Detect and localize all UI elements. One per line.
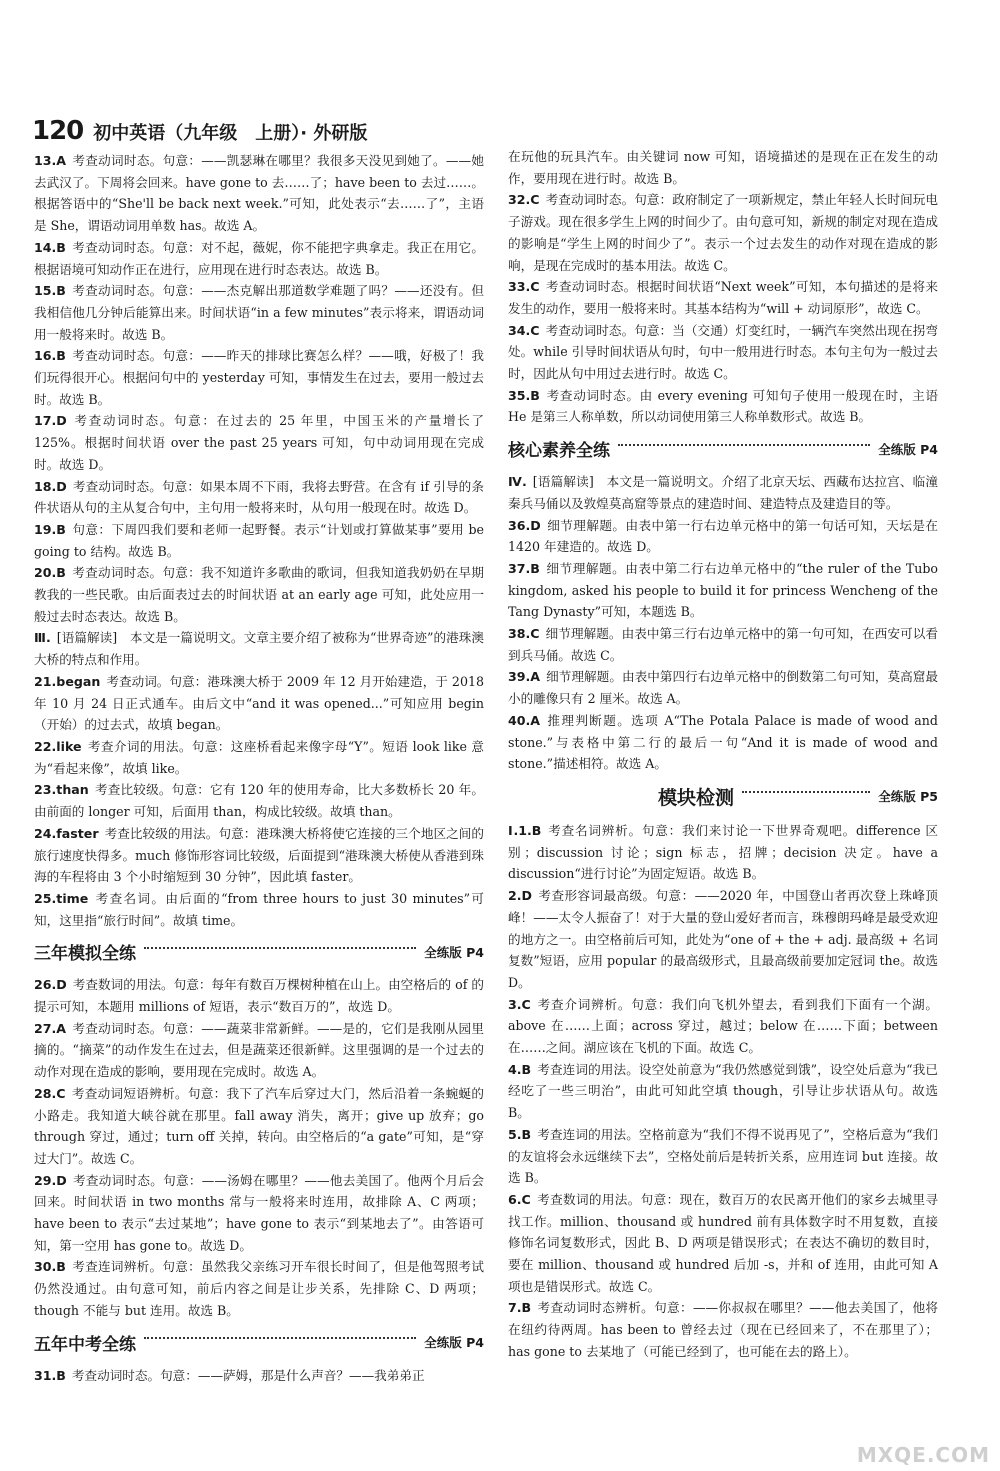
question-number: 25.time xyxy=(34,890,89,906)
answer-entry xyxy=(34,779,484,822)
answer-entry xyxy=(34,736,484,779)
explanation-text: 考查连词的用法。空格前意为“我们不得不说再见了”，空格后意为“我们的友谊将会永远继续下去”，空格处前后是转折关系，应用连词 but 连接。故选 B。 xyxy=(508,1126,938,1186)
answer-entry xyxy=(34,1018,484,1083)
question-number: 7.B xyxy=(508,1300,532,1316)
section-ref: 全练版 P5 xyxy=(878,789,938,805)
explanation-text: 考查名词。由后面的“from three hours to just 30 minutes”可知，这里指“旅行时间”。故填 time。 xyxy=(34,890,484,928)
question-number: 5.B xyxy=(508,1126,532,1142)
explanation-text: 细节理解题。由表中第四行右边单元格中的倒数第二句可知，莫高窟最小的雕像只有 2 厘米。故选 A。 xyxy=(508,669,938,707)
explanation-text: 考查动词时态。句意：在过去的 25 年里，中国玉米的产量增长了 125%。根据时间状语 over the past 25 years 可知，句中动词用现在完成时。故选 D。 xyxy=(34,413,484,472)
watermark: MXQE.COM xyxy=(856,1443,990,1467)
explanation-text: 考查动词时态。句意：——昨天的排球比赛怎么样？——哦，好极了！我们玩得很开心。根据问句中的 yesterday 可知，事情发生在过去，要用一般过去时。故选 B。 xyxy=(34,348,484,407)
question-number: 29.D xyxy=(34,1172,67,1188)
section-title: 核心素养全练 xyxy=(508,441,610,462)
question-number: 4.B xyxy=(508,1061,532,1077)
question-number: 15.B xyxy=(34,283,66,299)
answer-entry xyxy=(508,189,938,276)
question-number: Ⅲ. xyxy=(34,630,51,646)
section-ref: 全练版 P4 xyxy=(424,1335,484,1351)
explanation-text: [语篇解读] 本文是一篇说明文。介绍了北京天坛、西藏布达拉宫、临潼秦兵马俑以及敦煌莫高窟等景点的建造时间、建造特点及建造目的等。 xyxy=(508,474,938,511)
answer-entry xyxy=(34,1170,484,1257)
explanation-text: 考查动词时态辨析。句意：——你叔叔在哪里？——他去美国了，他将在纽约待两周。has been to 曾经去过（现在已经回来了，不在那里了）；has gone to 去某地了（可能已经到了，也可能在去的路上）。 xyxy=(508,1300,938,1359)
explanation-text: 考查名词辨析。句意：我们来讨论一下世界奇观吧。difference 区别；discussion 讨论；sign 标志，招牌；decision 决定。have a discussion“进行讨论”为固定短语。故选 B。 xyxy=(508,822,938,882)
right-entries xyxy=(508,146,938,428)
question-number: 36.D xyxy=(508,517,541,533)
question-number: 33.C xyxy=(508,279,540,295)
section-dots xyxy=(144,947,416,949)
explanation-text: 考查动词时态。根据时间状语“Next week”可知，本句描述的是将来发生的动作，要用一般将来时。其基本结构为“will + 动词原形”，故选 C。 xyxy=(508,279,938,316)
answer-entry xyxy=(34,345,484,410)
explanation-text: 考查介词的用法。句意：这座桥看起来像字母“Y”。短语 look like 意为“看起来像”，故填 like。 xyxy=(34,738,484,776)
question-number: 37.B xyxy=(508,560,540,576)
question-number: 13.A xyxy=(34,153,67,168)
answer-entry xyxy=(34,1256,484,1321)
explanation-text: 考查动词时态。句意：——凯瑟琳在哪里？我很多天没见到她了。——她去武汉了。下周将会回来。have gone to 去……了；have been to 去过……。根据答语中的“She'll be back next week.”可知，此处表示“去……了”，主语是 She，谓语动词用单数 has。故选 A。 xyxy=(34,153,484,234)
answer-entry xyxy=(508,666,938,709)
question-number: 27.A xyxy=(34,1020,67,1036)
explanation-text: 细节理解题。由表中第二行右边单元格中的“the ruler of the Tubo kingdom, asked his people to build it for princess Wencheng of the Tang Dynasty”可知，本题选 B。 xyxy=(508,560,938,620)
question-number: 23.than xyxy=(34,782,89,798)
answer-entry xyxy=(508,1124,938,1189)
answer-entry xyxy=(34,562,484,627)
question-number: 21.began xyxy=(34,673,101,689)
explanation-text: 考查比较级。句意：它有 120 年的使用寿命，比大多数桥长 20 年。由前面的 longer 可知，后面用 than，构成比较级。故填 than。 xyxy=(34,782,484,820)
question-number: 38.C xyxy=(508,626,540,642)
section-title: 模块检测 xyxy=(658,786,735,809)
section-ref: 全练版 P4 xyxy=(424,944,484,960)
answer-entry xyxy=(508,1297,938,1362)
question-number: 26.D xyxy=(34,977,67,993)
question-number: 24.faster xyxy=(34,825,99,841)
explanation-text: 考查连词辨析。句意：虽然我父亲练习开车很长时间了，但是他驾照考试仍然没通过。由句意可知，前后内容之间是让步关系，先排除 C、D 两项；though 不能与 but 连用。故选 B。 xyxy=(34,1259,484,1318)
question-number: Ⅳ. xyxy=(508,474,527,490)
explanation-text: 考查动词。句意：港珠澳大桥于 2009 年 12 月开始建造，于 2018 年 10 月 24 日正式通车。由后文中“and it was opened...”可知应用 begin（开始）的过去式，故填 began。 xyxy=(34,673,484,733)
explanation-text: 推理判断题。选项 A“The Potala Palace is made of wood and stone.”与表格中第二行的最后一句“And it is made of wood and stone.”描述相符。故选 A。 xyxy=(508,712,938,772)
answer-entry xyxy=(34,671,484,736)
explanation-text: 考查数词的用法。句意：现在，数百万的农民离开他们的家乡去城里寻找工作。million、thousand 或 hundred 前有具体数字时不用复数，直接修饰名词复数形式，因此 B、D 两项是错误形式；在表达不确切的数目时，要在 million、thousand 或 hundred 后加 -s，并和 of 连用，由此可知 A 项也是错误形式。故选 C。 xyxy=(508,1191,938,1294)
answer-entry xyxy=(508,276,938,319)
question-number: 18.D xyxy=(34,478,67,494)
section-dots xyxy=(618,444,870,446)
sannian-entries xyxy=(34,974,484,1321)
left-entries xyxy=(34,150,484,931)
answer-entry xyxy=(508,320,938,385)
section-dots xyxy=(742,791,870,793)
section-sannian xyxy=(34,939,484,964)
explanation-text: 考查动词时态。句意：——萨姆，那是什么声音？——我弟弟正 xyxy=(71,1367,425,1383)
explanation-text: 在玩他的玩具汽车。由关键词 now 可知，语境描述的是现在正在发生的动作，要用现在进行时。故选 B。 xyxy=(508,149,938,186)
answer-entry xyxy=(34,150,484,237)
answer-entry xyxy=(508,1059,938,1124)
section-ref: 全练版 P4 xyxy=(878,441,938,457)
answer-entry xyxy=(34,280,484,345)
explanation-text: 考查数词的用法。句意：每年有数百万棵树种植在山上。由空格后的 of 的提示可知，本题用 millions of 短语，表示“数百万的”，故选 D。 xyxy=(34,977,484,1015)
question-number: 28.C xyxy=(34,1085,66,1101)
explanation-text: 考查动词时态。句意：——杰克解出那道数学难题了吗？——还没有。但我相信他几分钟后能算出来。时间状语“in a few minutes”表示将来，谓语动词用一般将来时。故选 B。 xyxy=(34,283,484,342)
explanation-text: 考查动词时态。句意：我不知道许多歌曲的歌词，但我知道我奶奶在早期教我的一些民歌。由后面表过去的时间状语 at an early age 可知，此处应用一般过去时态表达。故选 B。 xyxy=(34,565,484,624)
answer-entry xyxy=(34,1083,484,1170)
explanation-text: 考查动词时态。由 every evening 可知句子使用一般现在时，主语 He 是第三人称单数，所以动词使用第三人称单数形式。故选 B。 xyxy=(508,387,938,425)
answer-entry xyxy=(34,1365,484,1387)
question-number: 19.B xyxy=(34,521,66,537)
section-mokuai xyxy=(508,783,938,810)
explanation-text: 句意：下周四我们要和老师一起野餐。表示“计划或打算做某事”要用 be going to 结构。故选 B。 xyxy=(34,521,484,559)
question-number: 32.C xyxy=(508,192,540,208)
hexin-entries xyxy=(508,471,938,775)
answer-entry xyxy=(34,519,484,562)
answer-entry xyxy=(34,823,484,888)
section-hexin xyxy=(508,436,938,461)
answer-entry xyxy=(34,410,484,475)
question-number: 14.B xyxy=(34,239,66,255)
explanation-text: [语篇解读] 本文是一篇说明文。文章主要介绍了被称为“世界奇迹”的港珠澳大桥的特点和作用。 xyxy=(34,630,484,668)
answer-entry xyxy=(508,623,938,666)
explanation-text: 考查动词时态。句意：如果本周不下雨，我将去野营。在含有 if 引导的条件状语从句的主从复合句中，主句用一般将来时，从句用一般现在时。故选 D。 xyxy=(34,478,484,516)
right-column xyxy=(508,150,938,1363)
answer-entry xyxy=(508,994,938,1059)
explanation-text: 考查连词的用法。设空处前意为“我仍然感觉到饿”，设空处后意为“我已经吃了一些三明治”，由此可知此空填 though，引导让步状语从句。故选 B。 xyxy=(508,1061,938,1121)
answer-entry xyxy=(34,627,484,670)
question-number: 3.C xyxy=(508,996,531,1012)
answer-entry xyxy=(34,974,484,1017)
answer-entry xyxy=(34,476,484,519)
question-number: 20.B xyxy=(34,565,66,581)
question-number: 31.B xyxy=(34,1367,66,1383)
question-number: Ⅰ.1.B xyxy=(508,822,542,838)
explanation-text: 考查动词时态。句意：对不起，薇妮，你不能把字典拿走。我正在用它。根据语境可知动作正在进行，应用现在进行时态表达。故选 B。 xyxy=(34,239,484,277)
page-header xyxy=(32,116,367,146)
explanation-text: 细节理解题。由表中第一行右边单元格中的第一句话可知，天坛是在 1420 年建造的。故选 D。 xyxy=(508,517,938,555)
answer-entry xyxy=(508,385,938,428)
explanation-text: 考查动词时态。句意：政府制定了一项新规定，禁止年轻人长时间玩电子游戏。现在很多学生上网的时间少了。由句意可知，新规的制定对现在造成的影响是“学生上网的时间少了”。表示一个过去发生的动作对现在造成的影响，是现在完成时的基本用法。故选 C。 xyxy=(508,192,938,273)
answer-entry xyxy=(34,237,484,280)
section-title: 三年模拟全练 xyxy=(34,944,136,965)
answer-entry xyxy=(508,471,938,514)
explanation-text: 考查动词时态。句意：——汤姆在哪里？——他去美国了。他两个月后会回来。时间状语 in two months 常与一般将来时连用，故排除 A、C 两项；have been to 表示“去过某地”；have gone to 表示“到某地去了”。由答语可知，第一空用 has gone to。故选 D。 xyxy=(34,1172,484,1253)
question-number: 35.B xyxy=(508,387,540,403)
section-wunian xyxy=(34,1330,484,1355)
question-number: 22.like xyxy=(34,738,82,754)
section-dots xyxy=(144,1337,416,1339)
explanation-text: 细节理解题。由表中第三行右边单元格中的第一句可知，在西安可以看到兵马俑。故选 C。 xyxy=(508,626,938,663)
question-number: 40.A xyxy=(508,712,541,728)
mokuai-entries xyxy=(508,820,938,1363)
answer-entry xyxy=(34,888,484,931)
explanation-text: 考查比较级的用法。句意：港珠澳大桥将使它连接的三个地区之间的旅行速度快得多。much 修饰形容词比较级，后面提到“港珠澳大桥使从香港到珠海的车程将由 3 个小时缩短到 30 分钟”，因此填 faster。 xyxy=(34,825,484,885)
answer-entry xyxy=(508,710,938,775)
section-title: 五年中考全练 xyxy=(34,1334,136,1355)
wunian-entries xyxy=(34,1365,484,1387)
explanation-text: 考查动词时态。句意：当（交通）灯变红时，一辆汽车突然出现在拐弯处。while 引导时间状语从句时，句中一般用进行时态。本句主句为一般过去时，因此从句中用过去进行时。故选 C。 xyxy=(508,322,938,382)
question-number: 17.D xyxy=(34,413,67,429)
question-number: 34.C xyxy=(508,322,540,338)
question-number: 16.B xyxy=(34,348,66,364)
question-number: 39.A xyxy=(508,669,541,685)
explanation-text: 考查动词短语辨析。句意：我下了汽车后穿过大门，然后沿着一条蜿蜒的小路走。我知道大峡谷就在那里。fall away 消失，离开；give up 放弃；go through 穿过，通过；turn off 关掉，转向。由空格后的“a gate”可知，是“穿过大门”。故选 C。 xyxy=(34,1085,484,1166)
explanation-text: 考查形容词最高级。句意：——2020 年，中国登山者再次登上珠峰顶峰！——太令人振奋了！对于大量的登山爱好者而言，珠穆朗玛峰是最受欢迎的地方之一。由空格前后可知，此处为“one of + the + adj. 最高级 + 名词复数”短语，应用 popular 的最高级形式，且最高级前要加定冠词 the。故选 D。 xyxy=(508,888,938,990)
explanation-text: 考查动词时态。句意：——蔬菜非常新鲜。——是的，它们是我刚从园里摘的。“摘菜”的动作发生在过去，但是蔬菜还很新鲜。这里强调的是一个过去的动作对现在造成的影响，要用现在完成时。故选 A。 xyxy=(34,1020,484,1080)
answer-entry xyxy=(508,146,938,189)
question-number: 2.D xyxy=(508,888,533,904)
book-title: 初中英语（九年级 上册）· 外研版 xyxy=(93,123,368,144)
page-number: 120 xyxy=(32,116,84,146)
explanation-text: 考查介词辨析。句意：我们向飞机外望去，看到我们下面有一个湖。above 在……上面；across 穿过，越过；below 在……下面；between 在……之间。湖应该在飞机的下面。故选 C。 xyxy=(508,996,938,1056)
left-column xyxy=(34,150,484,1386)
answer-entry xyxy=(508,1189,938,1298)
answer-entry xyxy=(508,558,938,623)
question-number: 6.C xyxy=(508,1191,531,1207)
answer-entry xyxy=(508,820,938,885)
question-number: 30.B xyxy=(34,1259,66,1275)
answer-entry xyxy=(508,515,938,558)
answer-entry xyxy=(508,885,938,994)
